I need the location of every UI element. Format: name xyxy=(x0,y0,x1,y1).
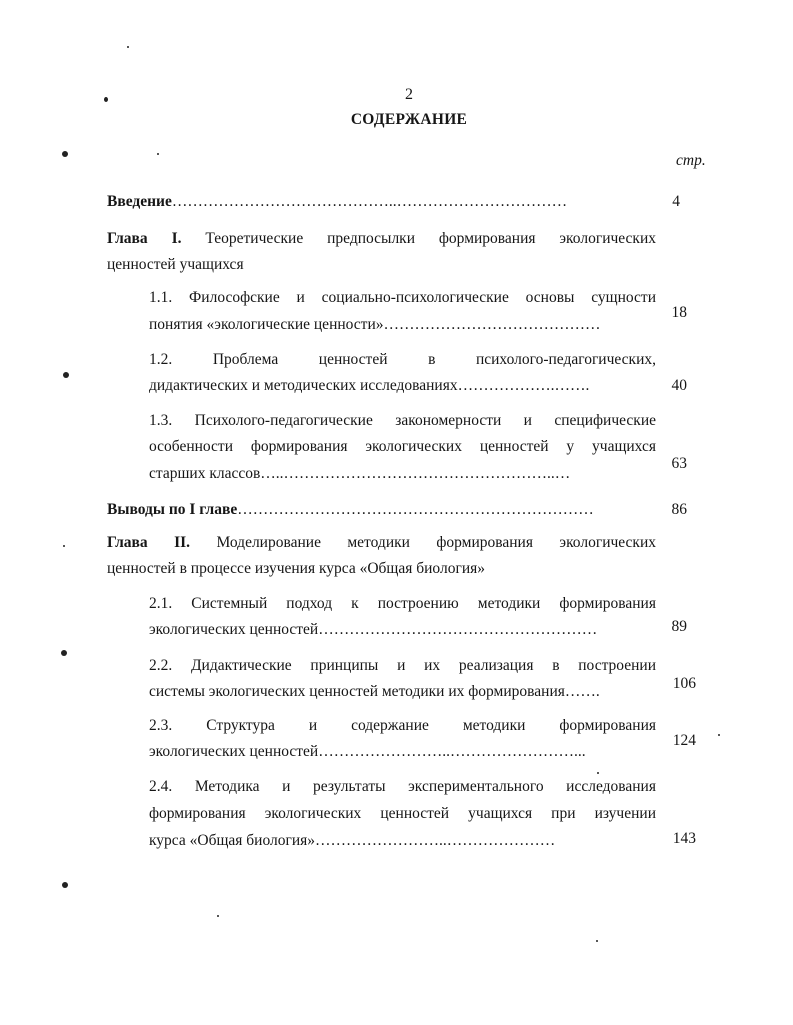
section-1-3-line3: старших классов…..……………………………………………..… xyxy=(149,465,571,482)
section-2-2-line2: системы экологических ценностей методики их формирования……. xyxy=(149,683,600,700)
chapter-1-title-line2: ценностей учащихся xyxy=(107,256,244,273)
page-column-label: стр. xyxy=(676,152,706,169)
page-title: СОДЕРЖАНИЕ xyxy=(350,111,468,128)
chapter-2-title-line1: Моделирование методики формирования экологических xyxy=(216,534,657,551)
scan-speck xyxy=(62,151,68,157)
section-2-4-line1: 2.4. Методика и результаты экспериментального исследования xyxy=(149,778,656,795)
chapter-2-label: Глава II. xyxy=(107,534,191,551)
section-1-1-line2: понятия «экологические ценности»…………………………………… xyxy=(149,316,601,333)
section-2-1-line1: 2.1. Системный подход к построению методики формирования xyxy=(149,595,656,612)
scan-speck xyxy=(718,734,720,736)
scan-speck xyxy=(217,915,219,917)
chapter-2-title-line2: ценностей в процессе изучения курса «Общая биология» xyxy=(107,560,485,577)
section-1-1-page: 18 xyxy=(671,304,687,321)
section-1-2-line2: дидактических и методических исследованиях……………….……. xyxy=(149,377,590,394)
scan-speck xyxy=(61,650,67,656)
conclusions-1-page: 86 xyxy=(671,501,687,518)
toc-entry-conclusions-1 xyxy=(107,500,655,520)
section-2-3-line1: 2.3. Структура и содержание методики формирования xyxy=(149,717,656,734)
section-1-1-line1: 1.1. Философские и социально-психологические основы сущности xyxy=(149,289,656,306)
section-2-1-line2: экологических ценностей……………………………………………… xyxy=(149,621,598,638)
scan-speck xyxy=(157,153,159,155)
conclusions-1-label: Выводы по I главе xyxy=(107,501,238,518)
scan-speck xyxy=(597,772,599,774)
page-number: 2 xyxy=(405,86,413,103)
chapter-2-heading xyxy=(107,533,656,553)
section-2-4-page: 143 xyxy=(672,830,696,847)
intro-label: Введение xyxy=(107,193,172,210)
intro-page: 4 xyxy=(672,193,680,210)
section-1-2-page: 40 xyxy=(671,377,687,394)
chapter-1-heading xyxy=(107,229,656,249)
section-1-2-line1: 1.2. Проблема ценностей в психолого-педагогических, xyxy=(149,351,656,368)
chapter-1-title-line1: Теоретические предпосылки формирования экологических xyxy=(205,230,657,247)
section-2-1-page: 89 xyxy=(671,618,687,635)
scan-speck xyxy=(127,46,129,48)
section-2-2-line1: 2.2. Дидактические принципы и их реализация в построении xyxy=(149,657,656,674)
scan-speck xyxy=(62,882,68,888)
chapter-1-label: Глава I. xyxy=(107,230,182,247)
section-2-4-line3: курса «Общая биология»……………………..………………… xyxy=(149,832,556,849)
section-1-3-line2: особенности формирования экологических ценностей у учащихся xyxy=(149,438,656,455)
toc-entry-intro xyxy=(107,192,652,212)
section-1-3-line1: 1.3. Психолого-педагогические закономерности и специфические xyxy=(149,412,656,429)
scan-speck xyxy=(104,97,108,102)
section-2-4-line2: формирования экологических ценностей учащихся при изучении xyxy=(149,805,656,822)
scan-speck xyxy=(63,545,65,547)
section-2-3-line2: экологических ценностей……………………..……………………... xyxy=(149,743,586,760)
scan-speck xyxy=(596,940,598,942)
section-1-3-page: 63 xyxy=(671,455,687,472)
conclusions-1-leader-dots: …………………………………………………………… xyxy=(237,501,594,518)
section-2-2-page: 106 xyxy=(672,675,696,692)
intro-leader-dots: ……………………………………..…………………………… xyxy=(171,193,568,210)
scan-speck xyxy=(63,372,69,378)
section-2-3-page: 124 xyxy=(672,732,696,749)
